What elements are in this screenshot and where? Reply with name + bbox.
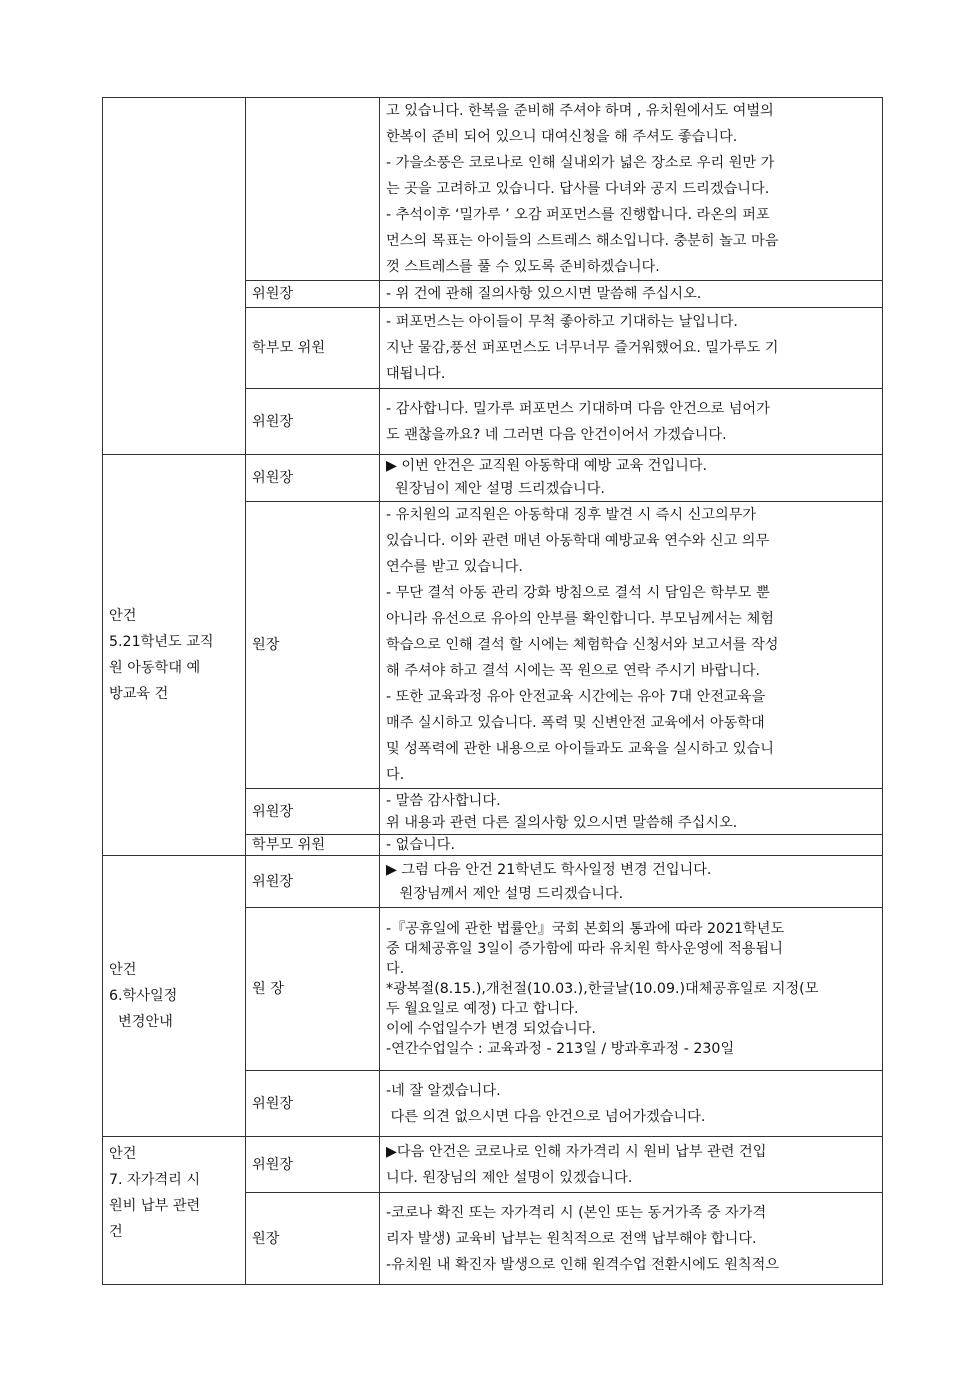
content-line: ▶다음 안건은 코로나로 인해 자가격리 시 원비 납부 관련 건입 [386,1143,767,1160]
content-line: 및 성폭력에 관한 내용으로 아이들과도 교육을 실시하고 있습니 [386,741,774,757]
content-cell [380,98,883,281]
agenda-line: 안건 [109,1146,137,1162]
content-line: 학습으로 인해 결석 할 시에는 체험학습 신청서와 보고서를 작성 [386,637,779,653]
role-cell: 위원장 [246,1137,380,1193]
agenda-line: 변경안내 [109,1014,173,1030]
content-cell [380,308,883,389]
content-line: 껏 스트레스를 풀 수 있도록 준비하겠습니다. [386,259,660,275]
content-line: 지난 물감,풍선 퍼포먼스도 너무너무 즐거워했어요. 밀가루도 기 [386,340,779,356]
content-line: 두 월요일로 예정) 다고 합니다. [386,1001,579,1017]
role-cell: 위원장 [246,789,380,835]
content-cell [380,856,883,908]
content-cell [380,455,883,502]
content-line: 먼스의 목표는 아이들의 스트레스 해소입니다. 충분히 놀고 마음 [386,233,779,249]
content-line: 니다. 원장님의 제안 설명이 있겠습니다. [386,1169,633,1186]
content-cell [380,908,883,1071]
content-line: 이에 수업일수가 변경 되었습니다. [386,1021,596,1037]
content-line: -유치원 내 확진자 발생으로 인해 원격수업 전환시에도 원칙적으 [386,1256,780,1273]
agenda-cell [103,455,246,856]
content-line: - 무단 결석 아동 관리 강화 방침으로 결석 시 담임은 학부모 뿐 [386,585,770,601]
content-line: 도 괜찮을까요? 네 그러면 다음 안건이어서 가겠습니다. [386,426,727,443]
agenda-cell-prev [103,98,246,455]
content-line: 고 있습니다. 한복을 준비해 주셔야 하며 , 유치원에서도 여벌의 [386,103,774,119]
content-line: -연간수업일수 : 교육과정 - 213일 / 방과후과정 - 230일 [386,1041,735,1057]
minutes-table [102,97,883,1285]
content-cell [380,1071,883,1137]
table-row [103,455,883,502]
content-line: 있습니다. 이와 관련 매년 아동학대 예방교육 연수와 신고 의무 [386,533,770,549]
content-line: - 없습니다. [386,837,455,853]
content-line: -코로나 확진 또는 자가격리 시 (본인 또는 동거가족 중 자가격 [386,1204,767,1221]
content-line: 는 곳을 고려하고 있습니다. 답사를 다녀와 공지 드리겠습니다. [386,181,770,197]
role-cell: 학부모 위원 [246,835,380,856]
content-line: 다. [386,961,405,977]
table-row [103,856,883,908]
content-line: - 가을소풍은 코로나로 인해 실내외가 넓은 장소로 우리 원만 가 [386,155,775,171]
content-line: 다. [386,767,405,783]
content-line: ▶ 이번 안건은 교직원 아동학대 예방 교육 건입니다. [386,458,708,474]
content-cell [380,389,883,455]
content-cell [380,502,883,789]
content-line: 다른 의견 없으시면 다음 안건으로 넘어가겠습니다. [386,1108,706,1125]
content-line: 매주 실시하고 있습니다. 폭력 및 신변안전 교육에서 아동학대 [386,715,765,731]
role-cell [246,98,380,281]
content-line: 위 내용과 관련 다른 질의사항 있으시면 말씀해 주십시오. [386,814,738,831]
content-line: - 퍼포먼스는 아이들이 무척 좋아하고 기대하는 날입니다. [386,314,738,330]
table-row [103,1137,883,1193]
role-cell: 위원장 [246,455,380,502]
role-cell: 학부모 위원 [246,308,380,389]
role-cell: 위원장 [246,281,380,308]
content-line: - 감사합니다. 밀가루 퍼포먼스 기대하며 다음 안건으로 넘어가 [386,400,770,417]
content-line: 아니라 유선으로 유아의 안부를 확인합니다. 부모님께서는 체험 [386,611,774,627]
agenda-cell [103,856,246,1137]
content-cell [380,789,883,835]
agenda-line: 7. 자가격리 시 [109,1172,201,1188]
table-row [103,98,883,281]
agenda-line: 안건 [109,608,137,624]
content-line: 원장님께서 제안 설명 드리겠습니다. [386,885,624,902]
content-cell [380,1193,883,1285]
content-line: 원장님이 제안 설명 드리겠습니다. [386,481,605,497]
content-line: - 유치원의 교직원은 아동학대 징후 발견 시 즉시 신고의무가 [386,507,757,523]
role-cell: 위원장 [246,856,380,908]
content-line: - 말씀 감사합니다. [386,792,501,809]
role-cell: 원장 [246,1193,380,1285]
content-line: 연수를 받고 있습니다. [386,559,523,575]
content-cell [380,281,883,308]
role-cell: 원장 [246,502,380,789]
agenda-line: 안건 [109,962,137,978]
content-line: - 또한 교육과정 유아 안전교육 시간에는 유아 7대 안전교육을 [386,689,766,705]
agenda-line: 건 [109,1224,123,1240]
role-cell: 위원장 [246,1071,380,1137]
agenda-line: 5.21학년도 교직 [109,634,214,650]
agenda-line: 방교육 건 [109,686,169,702]
agenda-line: 6.학사일정 [109,988,178,1004]
role-cell: 원 장 [246,908,380,1071]
content-cell [380,835,883,856]
content-line: - 위 건에 관해 질의사항 있으시면 말씀해 주십시오. [386,286,702,302]
agenda-line: 원 아동학대 예 [109,660,201,676]
content-line: - 추석이후 ‘밀가루 ’ 오감 퍼포먼스를 진행합니다. 라온의 퍼포 [386,207,770,223]
content-line: 대됩니다. [386,366,446,382]
content-line: -『공휴일에 관한 법률안』국회 본회의 통과에 따라 2021학년도 [386,921,785,937]
agenda-cell [103,1137,246,1285]
content-line: -네 잘 알겠습니다. [386,1082,501,1099]
role-cell: 위원장 [246,389,380,455]
content-line: 한복이 준비 되어 있으니 대여신청을 해 주셔도 좋습니다. [386,129,738,145]
content-cell [380,1137,883,1193]
agenda-line: 원비 납부 관련 [109,1198,201,1214]
content-line: ▶ 그럼 다음 안건 21학년도 학사일정 변경 건입니다. [386,861,712,878]
content-line: 중 대체공휴일 3일이 증가함에 따라 유치원 학사운영에 적용됩니 [386,941,783,957]
content-line: 해 주셔야 하고 결석 시에는 꼭 원으로 연락 주시기 바랍니다. [386,663,761,679]
content-line: *광복절(8.15.),개천절(10.03.),한글날(10.09.)대체공휴일로 지정(모 [386,981,819,997]
content-line: 리자 발생) 교육비 납부는 원칙적으로 전액 납부해야 합니다. [386,1230,757,1247]
